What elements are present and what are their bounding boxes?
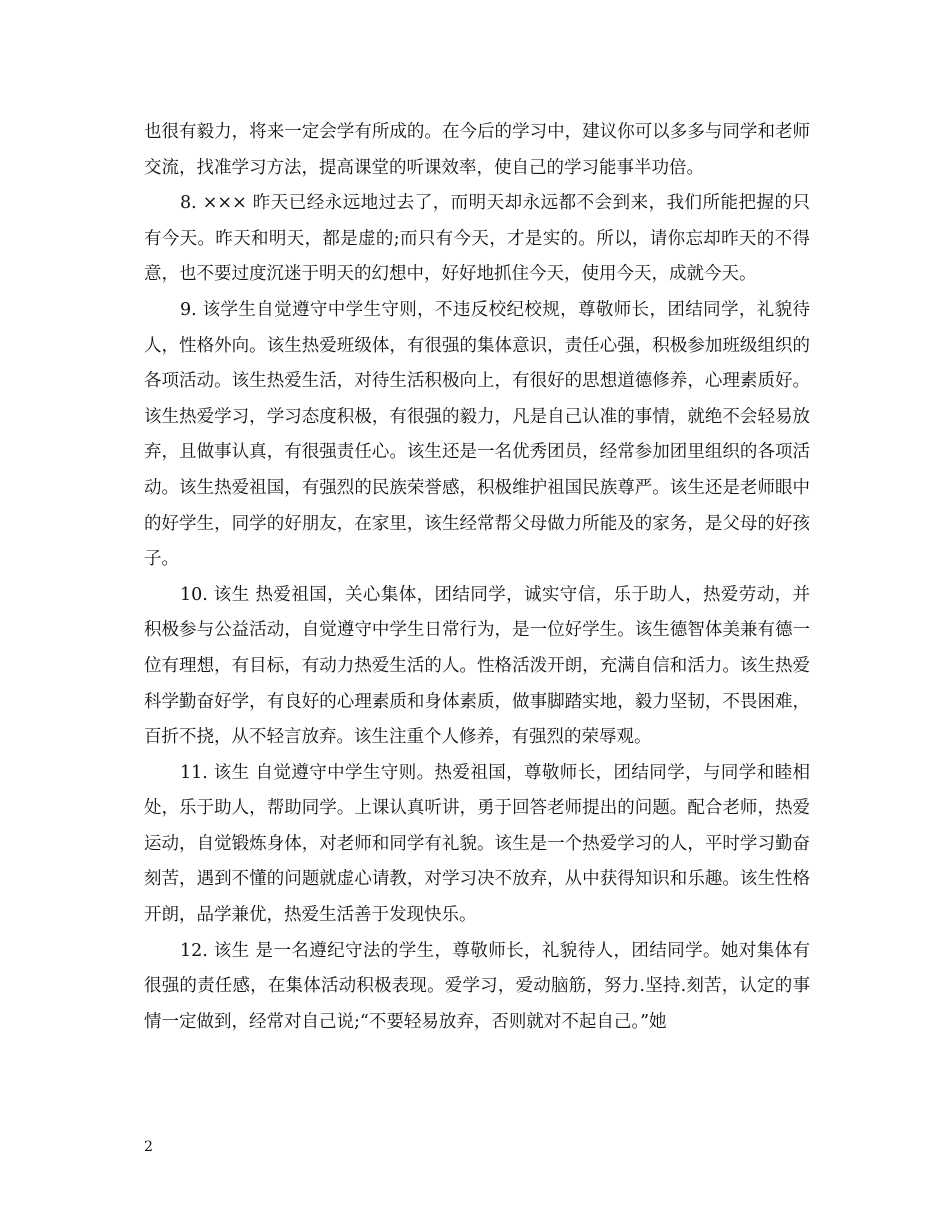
paragraph-item-12: 12. 该生 是一名遵纪守法的学生，尊敬师长，礼貌待人，团结同学。她对集体有很强的责任感，在集体活动积极表现。爱学习，爱动脑筋，努力.坚持.刻苦，认定的事情一定做到，经常对自己说;“不要轻易放弃，否则就对不起自己。”她 [144, 940, 810, 1032]
paragraph-item-8: 8. ××× 昨天已经永远地过去了，而明天却永远都不会到来，我们所能把握的只有今天。昨天和明天，都是虚的;而只有今天，才是实的。所以，请你忘却昨天的不得意，也不要过度沉迷于明天的幻想中，好好地抓住今天，使用今天，成就今天。 [144, 193, 810, 285]
document-body [144, 115, 810, 1040]
paragraph-item-10: 10. 该生 热爱祖国，关心集体，团结同学，诚实守信，乐于助人，热爱劳动，并积极参与公益活动，自觉遵守中学生日常行为，是一位好学生。该生德智体美兼有德一位有理想，有目标，有动力热爱生活的人。性格活泼开朗，充满自信和活力。该生热爱科学勤奋好学，有良好的心理素质和身体素质，做事脚踏实地，毅力坚韧，不畏困难，百折不挠，从不轻言放弃。该生注重个人修养，有强烈的荣辱观。 [144, 584, 810, 748]
paragraph-continuation: 也很有毅力，将来一定会学有所成的。在今后的学习中，建议你可以多多与同学和老师交流，找准学习方法，提高课堂的听课效率，使自己的学习能事半功倍。 [144, 122, 810, 178]
page-number: 2 [144, 1139, 153, 1155]
paragraph-item-9: 9. 该学生自觉遵守中学生守则，不违反校纪校规，尊敬师长，团结同学，礼貌待人，性格外向。该生热爱班级体，有很强的集体意识，责任心强，积极参加班级组织的各项活动。该生热爱生活，对待生活积极向上，有很好的思想道德修养，心理素质好。该生热爱学习，学习态度积极，有很强的毅力，凡是自己认准的事情，就绝不会轻易放弃，且做事认真，有很强责任心。该生还是一名优秀团员，经常参加团里组织的各项活动。该生热爱祖国，有强烈的民族荣誉感，积极维护祖国民族尊严。该生还是老师眼中的好学生，同学的好朋友，在家里，该生经常帮父母做力所能及的家务，是父母的好孩子。 [144, 299, 810, 570]
paragraph-item-11: 11. 该生 自觉遵守中学生守则。热爱祖国，尊敬师长，团结同学，与同学和睦相处，乐于助人，帮助同学。上课认真听讲，勇于回答老师提出的问题。配合老师，热爱运动，自觉锻炼身体，对老师和同学有礼貌。该生是一个热爱学习的人，平时学习勤奋刻苦，遇到不懂的问题就虚心请教，对学习决不放弃，从中获得知识和乐趣。该生性格开朗，品学兼优，热爱生活善于发现快乐。 [144, 762, 810, 926]
